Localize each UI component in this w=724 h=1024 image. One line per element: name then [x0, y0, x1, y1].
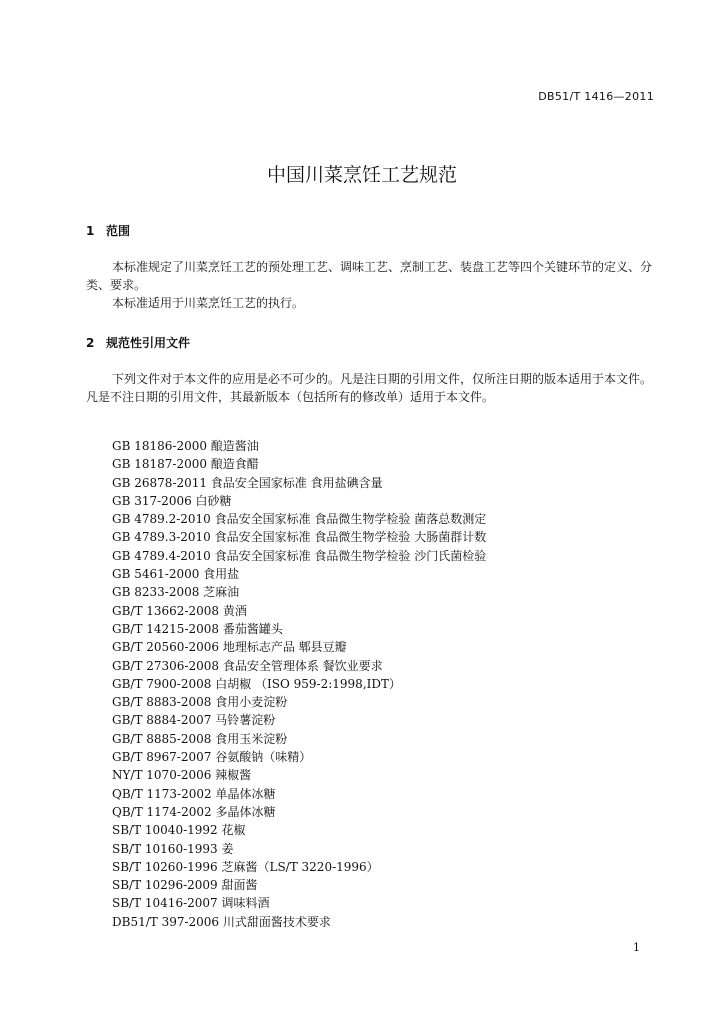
reference-item: GB/T 7900-2008 白胡椒 （ISO 959-2:1998,IDT） [112, 676, 401, 691]
reference-item: GB/T 13662-2008 黄酒 [112, 603, 247, 618]
reference-item: GB 18186-2000 酿造酱油 [112, 439, 259, 453]
reference-item: GB/T 27306-2008 食品安全管理体系 餐饮业要求 [112, 658, 383, 673]
reference-item: GB 4789.4-2010 食品安全国家标准 食品微生物学检验 沙门氏菌检验 [112, 548, 487, 563]
reference-list [112, 437, 486, 931]
reference-item: GB 5461-2000 食用盐 [112, 567, 240, 582]
page-title: 中国川菜烹饪工艺规范 [266, 164, 457, 186]
document-code: DB51/T 1416—2011 [538, 90, 654, 103]
reference-item: SB/T 10416-2007 调味料酒 [112, 896, 270, 911]
section-title: 规范性引用文件 [106, 336, 191, 350]
reference-item: GB 317-2006 白砂糖 [112, 493, 232, 508]
reference-item: GB 4789.3-2010 食品安全国家标准 食品微生物学检验 大肠菌群计数 [112, 530, 487, 545]
page-number: 1 [633, 941, 640, 954]
reference-item: GB 8233-2008 芝麻油 [112, 585, 240, 600]
reference-item: GB/T 8884-2007 马铃薯淀粉 [112, 713, 276, 728]
scope-paragraph-1: 本标准规定了川菜烹饪工艺的预处理工艺、调味工艺、烹制工艺、装盘工艺等四个关键环节的定义、分类、要求。 [86, 260, 653, 292]
reference-item: SB/T 10260-1996 芝麻酱（LS/T 3220-1996） [112, 859, 379, 874]
normative-intro: 下列文件对于本文件的应用是必不可少的。凡是注日期的引用文件，仅所注日期的版本适用于本文件。凡是不注日期的引用文件，其最新版本（包括所有的修改单）适用于本文件。 [86, 372, 653, 404]
reference-item: GB 18187-2000 酿造食醋 [112, 457, 259, 472]
reference-item: GB/T 14215-2008 番茄酱罐头 [112, 621, 283, 636]
reference-item: SB/T 10040-1992 花椒 [112, 823, 246, 838]
section-number: 1 [86, 224, 95, 238]
reference-item: QB/T 1174-2002 多晶体冰糖 [112, 804, 276, 819]
reference-item: GB/T 8885-2008 食用玉米淀粉 [112, 731, 288, 746]
reference-item: NY/T 1070-2006 辣椒酱 [112, 768, 252, 783]
reference-item: DB51/T 397-2006 川式甜面酱技术要求 [112, 914, 331, 929]
reference-item: GB/T 20560-2006 地理标志产品 郫县豆瓣 [112, 640, 347, 655]
section-heading-normative [86, 334, 190, 351]
reference-item: GB/T 8967-2007 谷氨酸钠（味精） [112, 750, 312, 765]
reference-item: GB/T 8883-2008 食用小麦淀粉 [112, 695, 288, 710]
reference-item: QB/T 1173-2002 单晶体冰糖 [112, 786, 276, 801]
section-heading-scope [86, 222, 130, 239]
reference-item: GB 4789.2-2010 食品安全国家标准 食品微生物学检验 菌落总数测定 [112, 512, 487, 527]
section-number: 2 [86, 336, 95, 350]
reference-item: SB/T 10296-2009 甜面酱 [112, 878, 258, 893]
scope-paragraph-2: 本标准适用于川菜烹饪工艺的执行。 [112, 296, 305, 310]
reference-item: SB/T 10160-1993 姜 [112, 841, 234, 856]
reference-item: GB 26878-2011 食品安全国家标准 食用盐碘含量 [112, 475, 383, 490]
section-title: 范围 [106, 224, 131, 238]
